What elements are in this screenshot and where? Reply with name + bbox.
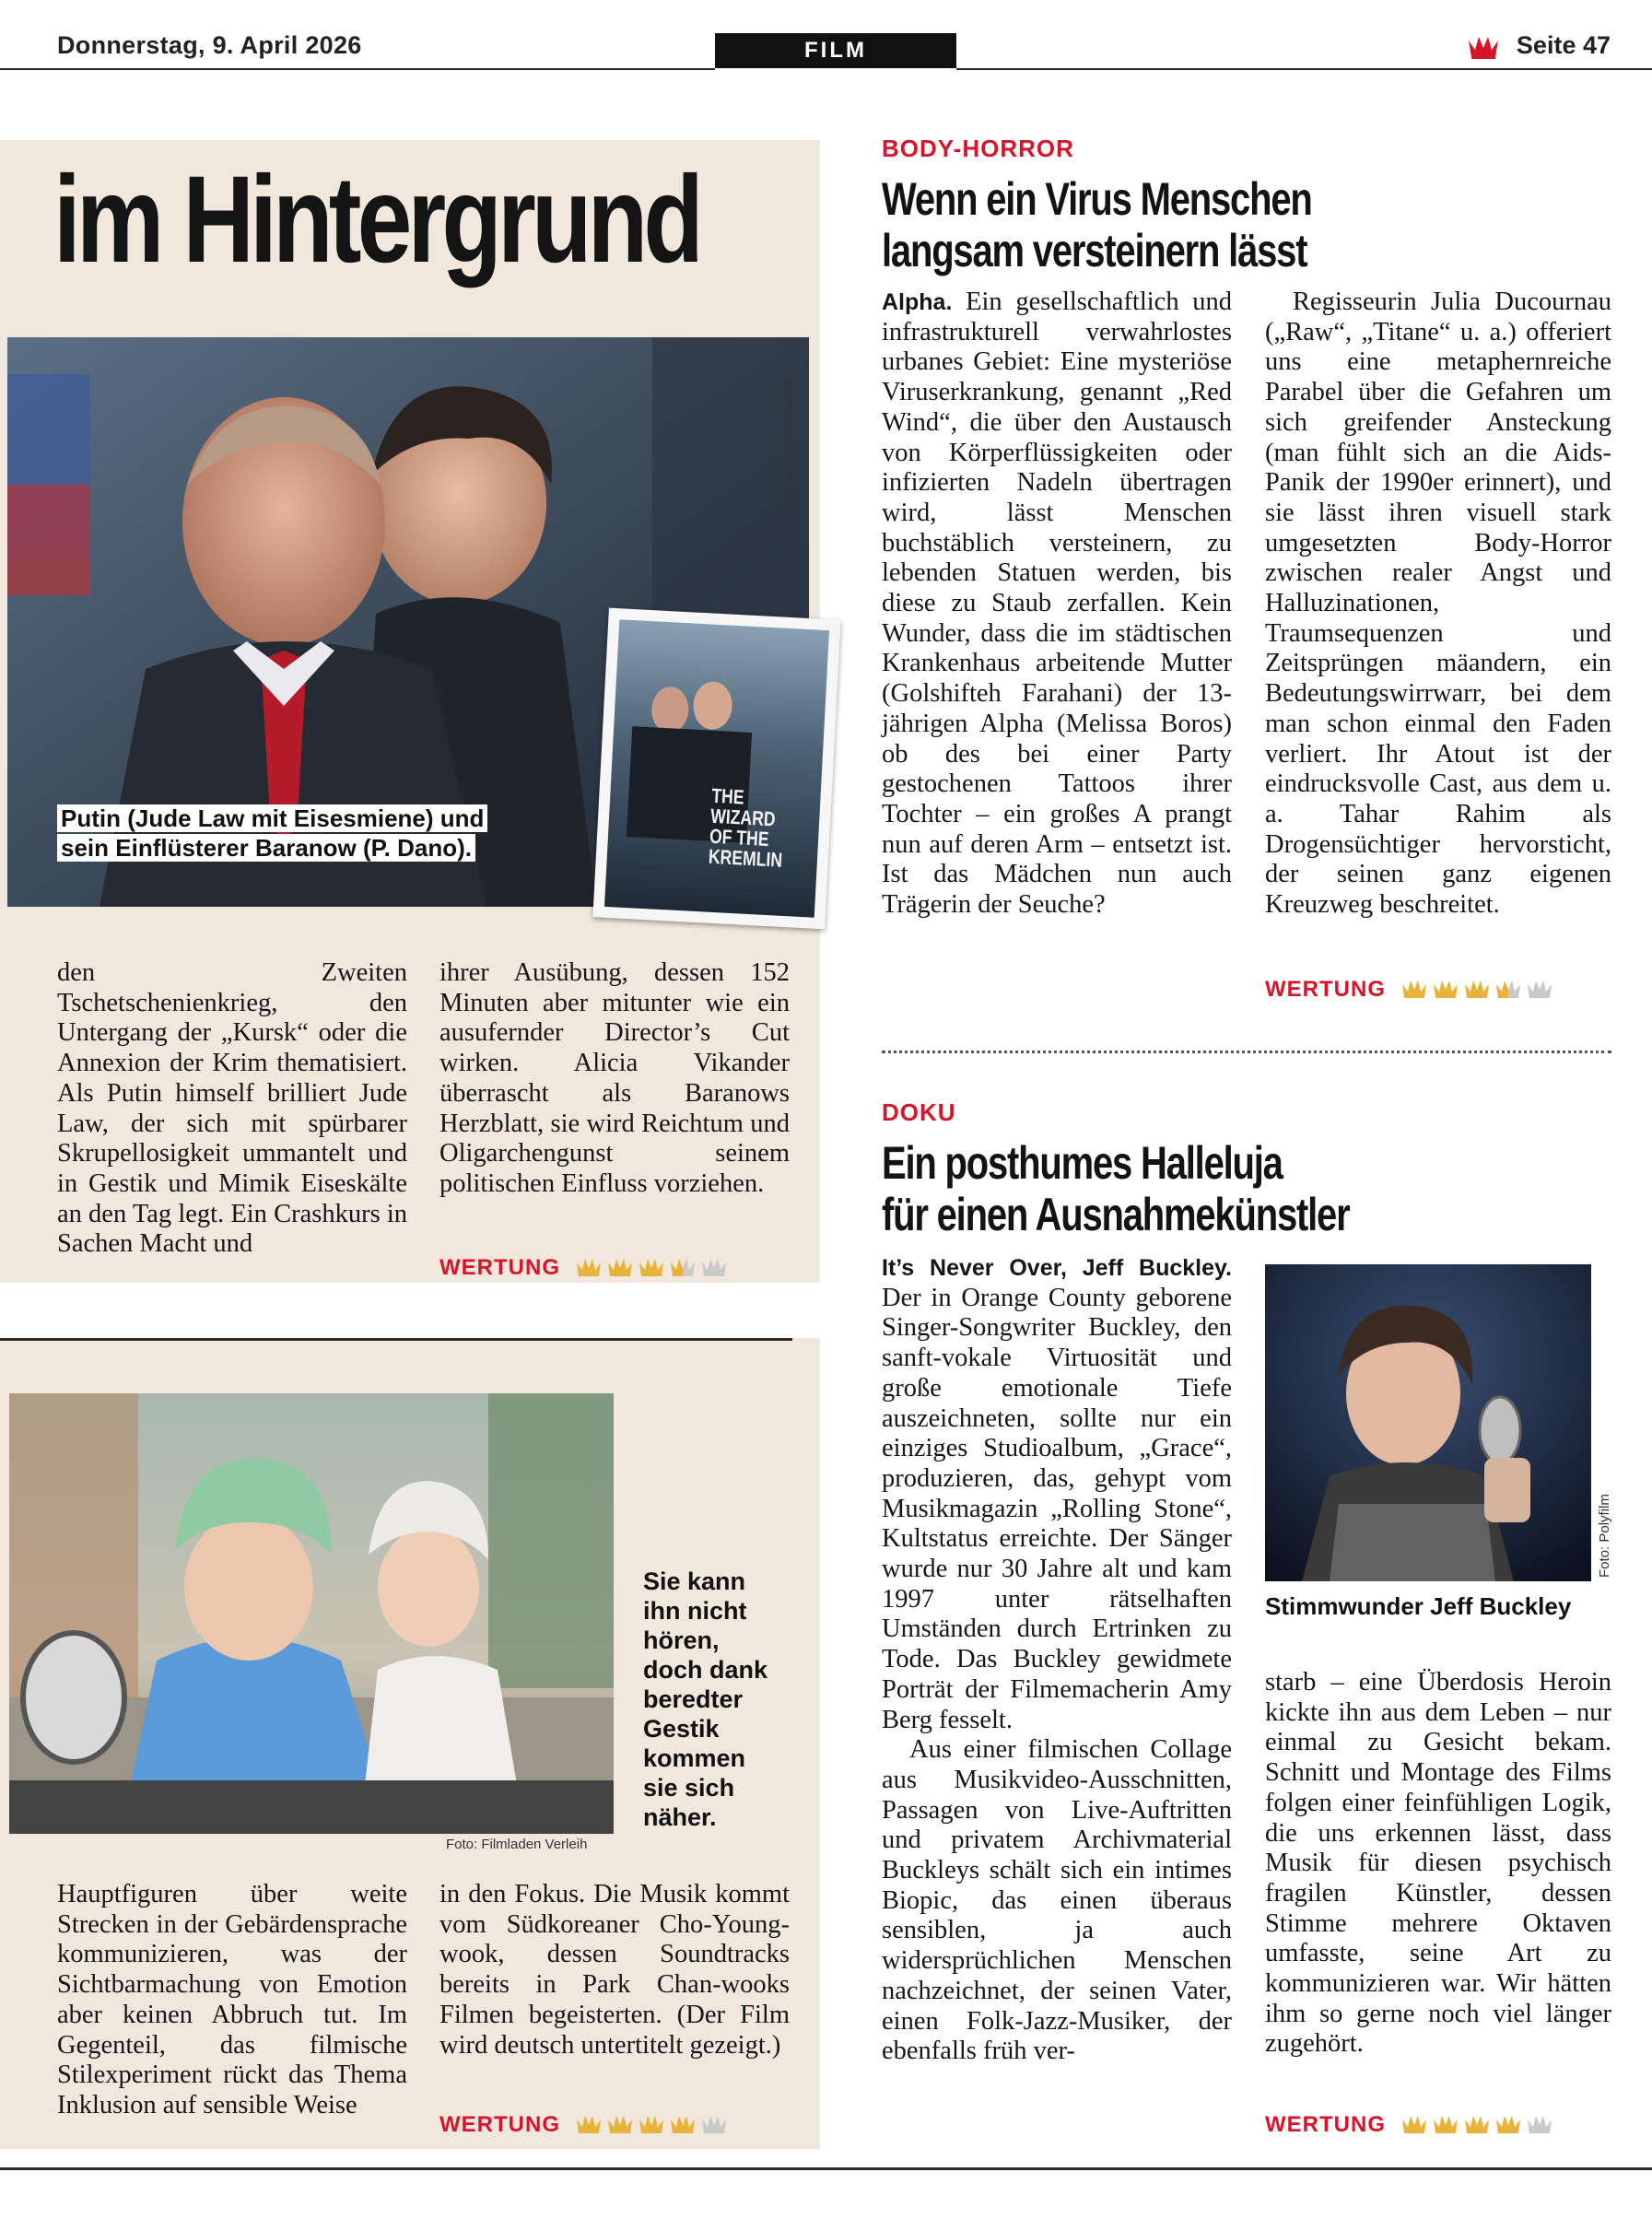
rating-crown-icon	[1463, 2114, 1491, 2136]
film-still-photo-scooter	[9, 1393, 614, 1834]
rating-crown-icon	[638, 1257, 665, 1279]
article4-headline-line-1: Ein posthumes Halleluja	[882, 1137, 1283, 1189]
article2-column-2: in den Fokus. Die Musik kommt vom Südkoreaner Cho-Young-wook, dessen Soundtracks bereits in Park Chan-wooks Filmen begeisterten. (Der Film wird deutsch untertitelt gezeigt.)	[439, 1880, 790, 2060]
article3-headline-line-1: Wenn ein Virus Menschen	[882, 173, 1312, 225]
photo-credit-buckley: Foto: Polyfilm	[1597, 1494, 1612, 1578]
rating-crown-icon	[1526, 979, 1553, 1001]
rating-crown-icon	[575, 1257, 603, 1279]
article4-headline-line-2: für einen Ausnahmekünstler	[882, 1189, 1350, 1240]
article4-headline	[882, 1137, 1349, 1240]
photo-caption-line-2: sein Einflüsterer Baranow (P. Dano).	[57, 834, 475, 862]
rating-crown-icon	[700, 2114, 728, 2136]
photo-caption-line-1: Putin (Jude Law mit Eisesmiene) und	[57, 804, 487, 832]
article3-column-2: Regisseurin Julia Ducournau („Raw“, „Titane“ u. a.) offeriert uns eine metaphernreiche Parabel über die Gefahren um sich greifender Ansteckung (man fühlt sich an die Aids-Panik der 1990er erinnert), und sie lässt ihren visuell stark umgesetzten Body-Horror zwischen realer Angst und Halluzinationen, Traumsequenzen und Zeitsprüngen mäandern, ein Bedeutungswirrwarr, bei dem man schon einmal den Faden verliert. Ihr Atout ist der eindrucksvolle Cast, aus dem u. a. Tahar Rahim als Drogensüchtiger hervorsticht, der seinen ganz eigenen Kreuzweg beschreitet.	[1265, 288, 1611, 920]
film-poster	[592, 608, 840, 930]
article4-column-1b-text: Aus einer filmischen Collage aus Musikvideo-Ausschnitten, Passagen von Live-Auftritten und privatem Archivmaterial Buckleys schält sich ein intimes Biopic, das einen überaus sensiblen, ja auch widersprüchlichen Menschen nachzeichnet, der seinen Vater, einen Folk-Jazz-Musiker, der ebenfalls früh ver-	[882, 1735, 1232, 2066]
rating-crown-icon	[1432, 979, 1459, 1001]
rating-crown-icon	[1494, 2114, 1522, 2136]
rating-crown-icon	[700, 1257, 728, 1279]
poster-title-line-4: KREMLIN	[708, 844, 783, 872]
photo-side-caption: Sie kann ihn nicht hören, doch dank beredter Gestik kommen sie sich näher.	[643, 1567, 768, 1831]
rating-crowns	[575, 1257, 728, 1279]
article2-rating	[439, 2112, 728, 2138]
rating-crown-icon	[606, 1257, 634, 1279]
photo-credit-scooter: Foto: Filmladen Verleih	[446, 1837, 588, 1852]
rating-crown-icon	[638, 2114, 665, 2136]
article3-kicker: BODY-HORROR	[882, 135, 1074, 162]
photo-caption	[57, 804, 536, 863]
article4-column-1	[882, 1253, 1232, 2067]
article4-column-2: starb – eine Überdosis Heroin kickte ihn aus dem Leben – nur einmal zu Gesicht bekam. Schnitt und Montage des Films folgen einer feinfühligen Logik, die uns erkennen lässt, dass Musik für diesen psychisch fragilen Künstler, dessen Stimme mehrere Oktaven umfasste, seine Art zu kommunizieren war. Wir hätten ihm so gerne noch viel länger zugehört.	[1265, 1668, 1611, 2059]
rating-crowns	[575, 2114, 728, 2136]
rating-crown-icon	[669, 1257, 697, 1279]
rating-crown-icon	[669, 2114, 697, 2136]
poster-artwork	[604, 619, 829, 918]
article3-column-1-text: Ein gesellschaftlich und infrastrukturell verwahrlostes urbanes Gebiet: Eine mysteriöse Viruserkrankung, genannt „Red Wind“, die über den Austausch von Körperflüssigkeiten oder infizierten Nadeln übertragen wird, lässt Menschen buchstäblich versteinern, zu lebenden Statuen werden, bis diese zu Staub zerfallen. Kein Wunder, dass die im städtischen Krankenhaus arbeitende Mutter (Golshifteh Farahani) der 13-jährigen Alpha (Melissa Boros) ob des bei einer Party gestochenen Tattoos ihrer Tochter – ein großes A prangt nun auf deren Arm – entsetzt ist. Ist das Mädchen nun auch Trägerin der Seuche?	[882, 288, 1233, 920]
rating-crown-icon	[1400, 979, 1428, 1001]
rating-crown-icon	[575, 2114, 603, 2136]
article3-headline	[882, 173, 1312, 276]
article3-headline-line-2: langsam versteinern lässt	[882, 225, 1307, 276]
page-number: Seite 47	[1516, 31, 1611, 59]
rating-label: WERTUNG	[1265, 2112, 1386, 2137]
article1-rating	[439, 1255, 728, 1281]
rating-crown-icon	[1494, 979, 1522, 1001]
rating-label: WERTUNG	[439, 2112, 560, 2137]
article-divider	[882, 1051, 1611, 1053]
rating-crown-icon	[1526, 2114, 1553, 2136]
poster-title-line-3: OF THE	[709, 824, 770, 851]
article2-column-1: Hauptfiguren über weite Strecken in der Gebärdensprache kommunizieren, was der Sichtbarmachung von Emotion aber keinen Abbruch tut. Im Gegenteil, das filmische Stilexperiment rückt das Thema Inklusion auf sensible Weise	[57, 1880, 407, 2119]
article-title: im Hintergrund	[53, 151, 700, 288]
article4-column-1a-text: Der in Orange County geborene Singer-Songwriter Buckley, den sanft-vokale Virtuosität und große emotionale Tiefe auszeichneten, sollte nur ein einziges Studioalbum, „Grace“, produzieren, das, gehypt vom Musikmagazin „Rolling Stone“, Kultstatus erreichte. Der Sänger wurde nur 30 Jahre alt und kam 1997 unter rätselhaften Umständen durch Ertrinken zu Tode. Das Buckley gewidmete Porträt der Filmemacherin Amy Berg fesselt.	[882, 1283, 1232, 1734]
rating-crown-icon	[606, 2114, 634, 2136]
article4-kicker: DOKU	[882, 1098, 956, 1126]
article3-column-1	[882, 288, 1232, 921]
rating-crowns	[1400, 979, 1553, 1001]
section-label: FILM	[715, 33, 956, 68]
article1-column-1: den Zweiten Tschetschenienkrieg, den Untergang der „Kursk“ oder die Annexion der Krim thematisiert. Als Putin himself brilliert Jude Law, der sich mit spürbarer Skrupellosigkeit ummantelt und in Gestik und Mimik Eiseskälte an den Tag legt. Ein Crashkurs in Sachen Macht und	[57, 958, 407, 1259]
poster-title-line-1: THE	[710, 783, 745, 809]
rating-crowns	[1400, 2114, 1553, 2136]
section-divider	[0, 1338, 792, 1341]
poster-title-line-2: WIZARD	[709, 804, 777, 831]
page-bottom-rule	[0, 2167, 1652, 2170]
article4-rating	[1265, 2112, 1553, 2138]
header-rule-right	[956, 68, 1652, 70]
buckley-photo-caption: Stimmwunder Jeff Buckley	[1265, 1592, 1572, 1620]
jeff-buckley-photo	[1265, 1264, 1591, 1581]
rating-crown-icon	[1400, 2114, 1428, 2136]
rating-label: WERTUNG	[439, 1255, 560, 1280]
issue-date: Donnerstag, 9. April 2026	[57, 31, 362, 59]
rating-crown-icon	[1463, 979, 1491, 1001]
crown-logo-icon	[1467, 33, 1500, 61]
header-rule-left	[0, 68, 715, 70]
article1-column-2: ihrer Ausübung, dessen 152 Minuten aber mitunter wie ein ausufernder Director’s Cut wirken. Alicia Vikander überrascht als Baranows Herzblatt, sie wird Reichtum und Oligarchengunst seinem politischen Einfluss vorziehen.	[439, 958, 790, 1198]
article4-lead: It’s Never Over, Jeff Buckley.	[882, 1255, 1232, 1281]
photo-credit: Fotos: Constantinfilm	[781, 377, 797, 507]
article3-rating	[1265, 977, 1553, 1003]
rating-label: WERTUNG	[1265, 977, 1386, 1002]
article3-lead: Alpha.	[882, 289, 953, 315]
rating-crown-icon	[1432, 2114, 1459, 2136]
